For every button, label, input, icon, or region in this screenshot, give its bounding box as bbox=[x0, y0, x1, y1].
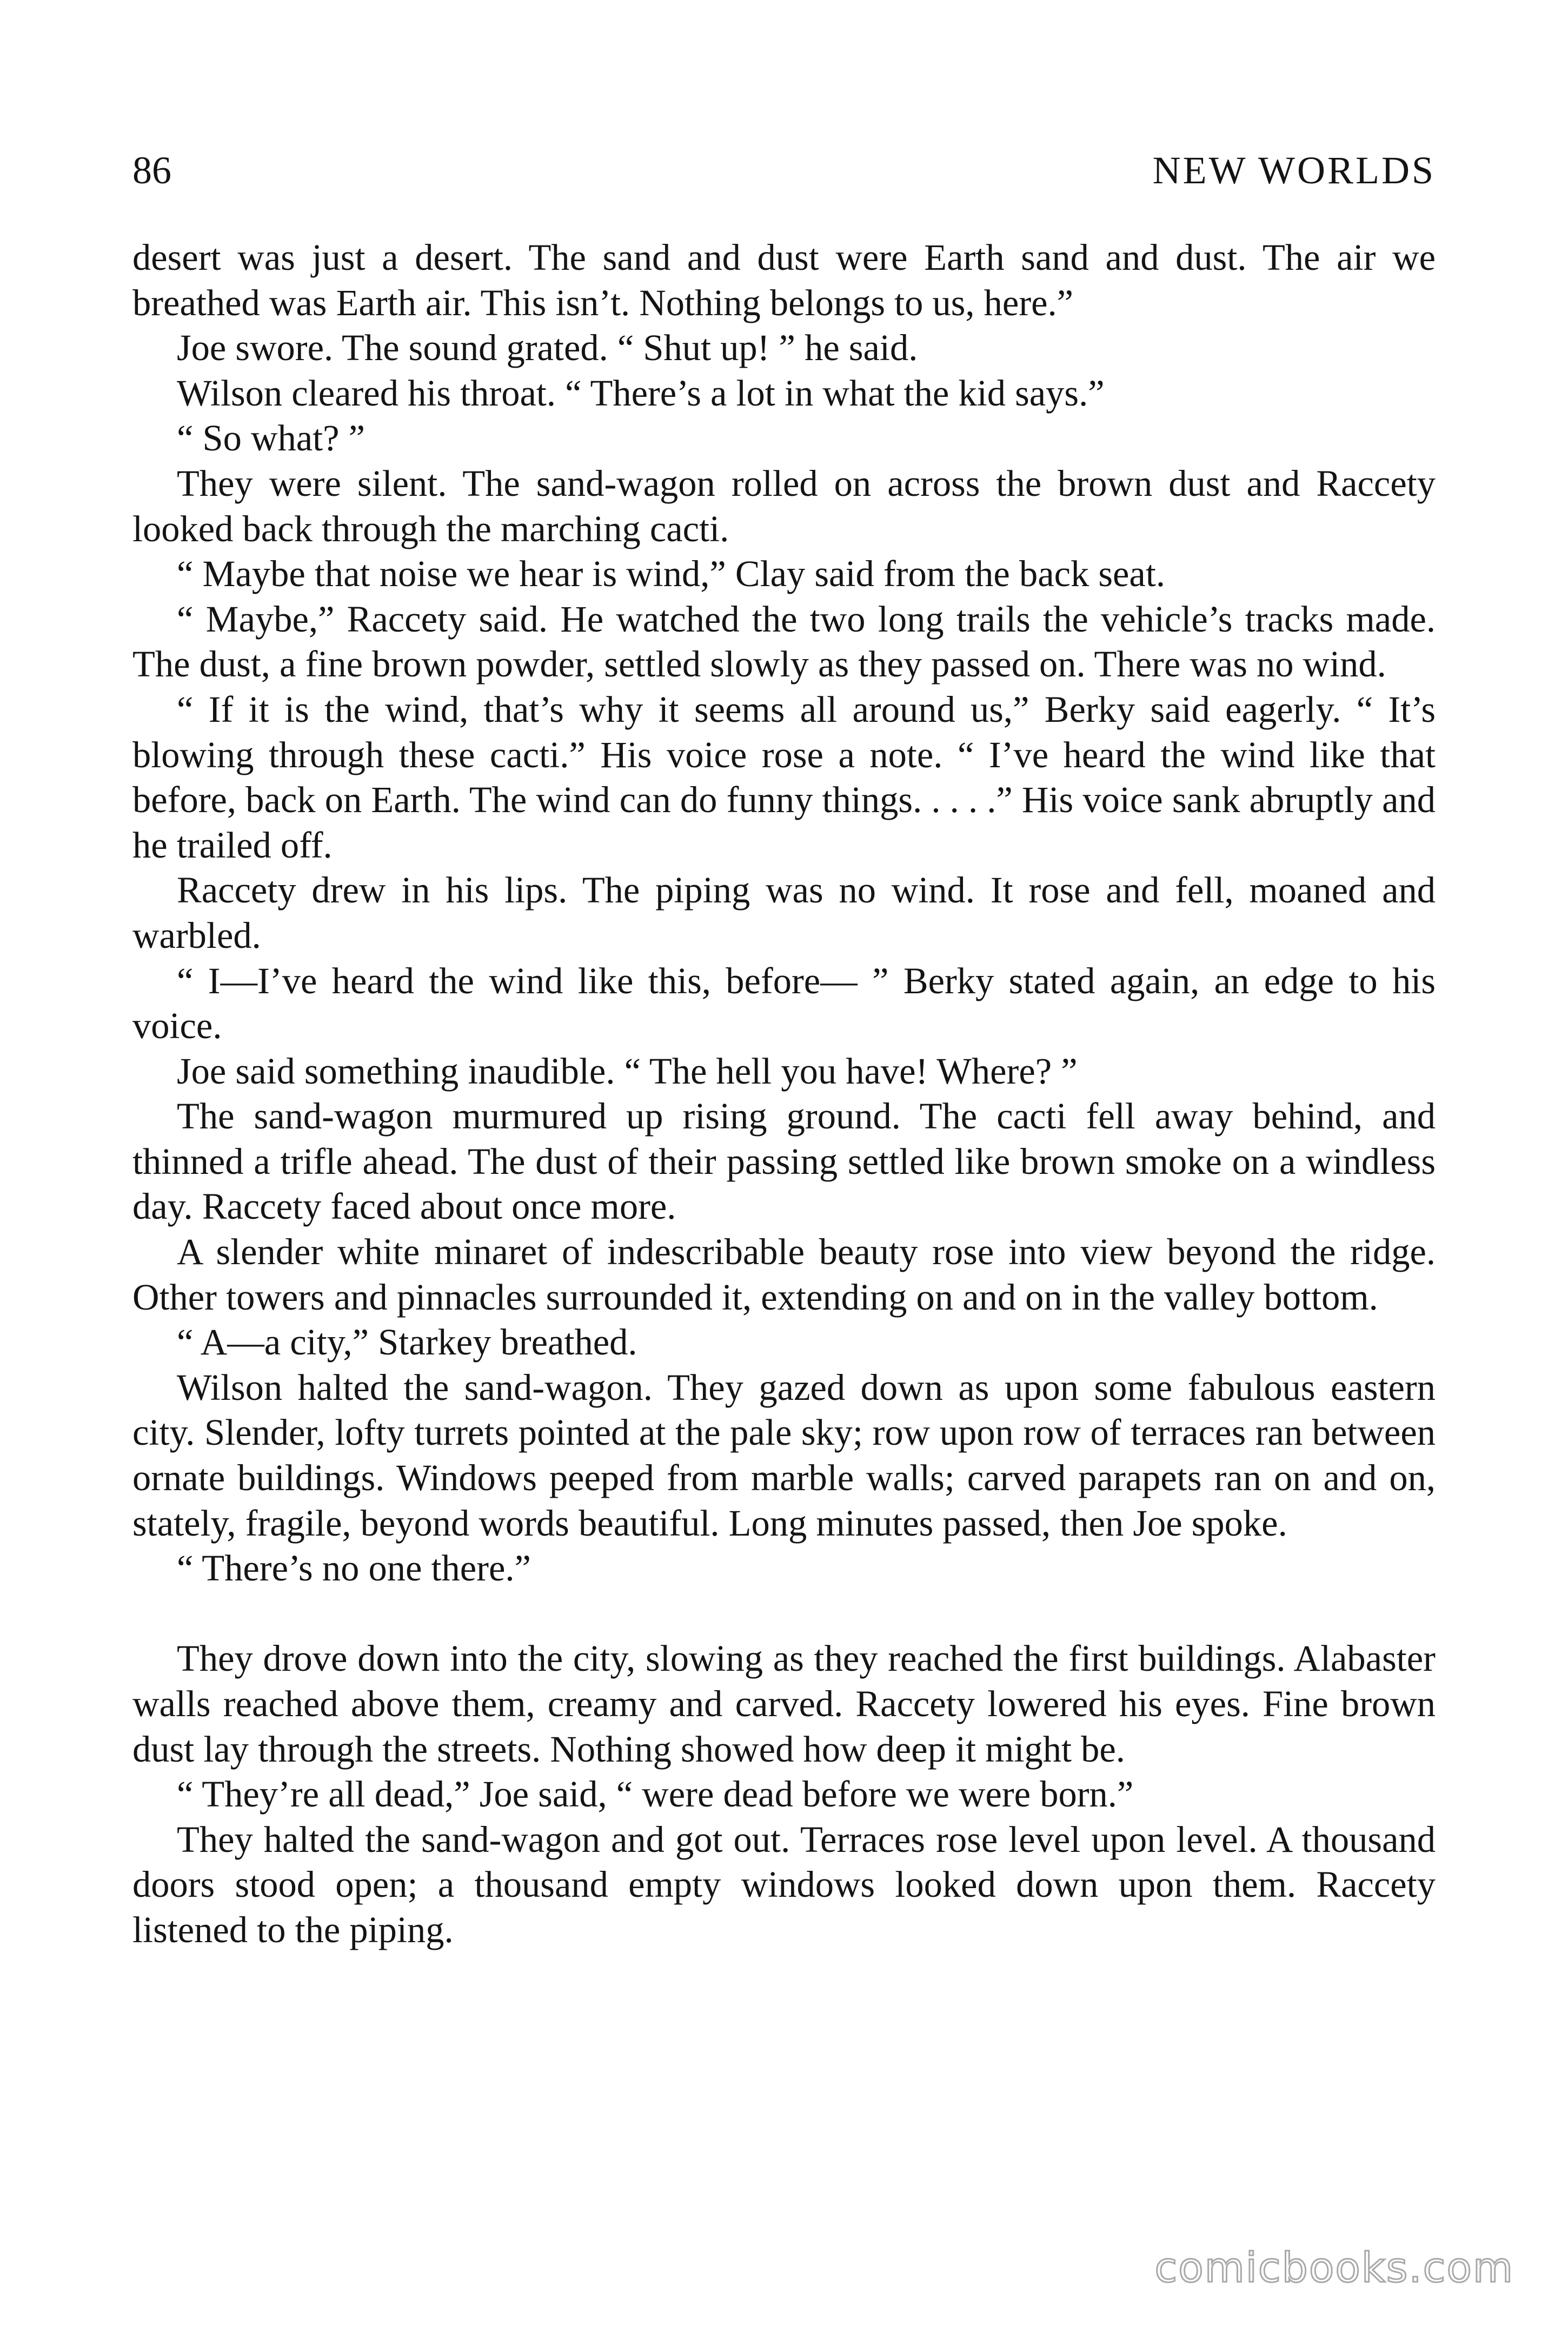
watermark: comicbooks.com bbox=[1154, 2243, 1514, 2291]
paragraph: “ Maybe that noise we hear is wind,” Clay said from the back seat. bbox=[177, 553, 1165, 595]
running-head: NEW WORLDS bbox=[1152, 149, 1436, 192]
paragraph: “ Maybe,” Raccety said. He watched the two long trails the vehicle’s tracks made. The dust, a fine brown powder, settled slowly as they passed on. There was no wind. bbox=[132, 598, 1436, 685]
paragraph: Raccety drew in his lips. The piping was no wind. It rose and fell, moaned and warbled. bbox=[132, 869, 1436, 956]
page-header bbox=[132, 146, 1436, 195]
paragraph: A slender white minaret of indescribable beauty rose into view beyond the ridge. Other towers and pinnacles surrounded it, extending on and on in the valley bottom. bbox=[132, 1231, 1436, 1318]
paragraph: Joe said something inaudible. “ The hell you have! Where? ” bbox=[177, 1050, 1078, 1092]
section-break bbox=[132, 1591, 1436, 1637]
paragraph: “ If it is the wind, that’s why it seems all around us,” Berky said eagerly. “ It’s blowing through these cacti.” His voice rose a note. “ I’ve heard the wind like that before, back on Earth. The wind can do funny things. . . . .” His voice sank abruptly and he trailed off. bbox=[132, 688, 1436, 866]
paragraph: They were silent. The sand-wagon rolled on across the brown dust and Raccety looked back through the marching cacti. bbox=[132, 462, 1436, 549]
paragraph: The sand-wagon murmured up rising ground. The cacti fell away behind, and thinned a trifle ahead. The dust of their passing settled like brown smoke on a windless day. Raccety faced about once more. bbox=[132, 1095, 1436, 1227]
paragraph: They drove down into the city, slowing as they reached the first buildings. Alabaster walls reached above them, creamy and carved. Raccety lowered his eyes. Fine brown dust lay through the streets. Nothing showed how deep it might be. bbox=[132, 1638, 1436, 1770]
paragraph: “ They’re all dead,” Joe said, “ were dead before we were born.” bbox=[177, 1773, 1134, 1815]
paragraph: Joe swore. The sound grated. “ Shut up! ” he said. bbox=[177, 327, 918, 369]
paragraph: Wilson cleared his throat. “ There’s a lot in what the kid says.” bbox=[177, 372, 1105, 414]
paragraph: “ A—a city,” Starkey breathed. bbox=[177, 1321, 637, 1363]
page-number: 86 bbox=[132, 149, 171, 192]
paragraph: “ I—I’ve heard the wind like this, before— ” Berky stated again, an edge to his voice. bbox=[132, 960, 1436, 1047]
body-text bbox=[132, 235, 1436, 1953]
paragraph: Wilson halted the sand-wagon. They gazed down as upon some fabulous eastern city. Slender, lofty turrets pointed at the pale sky; row upon row of terraces ran between ornate buildings. Windows peeped from marble walls; carved parapets ran on and on, stately, fragile, beyond words beautiful. Long minutes passed, then Joe spoke. bbox=[132, 1366, 1436, 1544]
paragraph: “ So what? ” bbox=[177, 417, 366, 459]
paragraph: They halted the sand-wagon and got out. Terraces rose level upon level. A thousand doors stood open; a thousand empty windows looked down upon them. Raccety listened to the piping. bbox=[132, 1818, 1436, 1950]
paragraph: desert was just a desert. The sand and dust were Earth sand and dust. The air we breathed was Earth air. This isn’t. Nothing belongs to us, here.” bbox=[132, 237, 1436, 323]
paragraph: “ There’s no one there.” bbox=[177, 1547, 531, 1589]
